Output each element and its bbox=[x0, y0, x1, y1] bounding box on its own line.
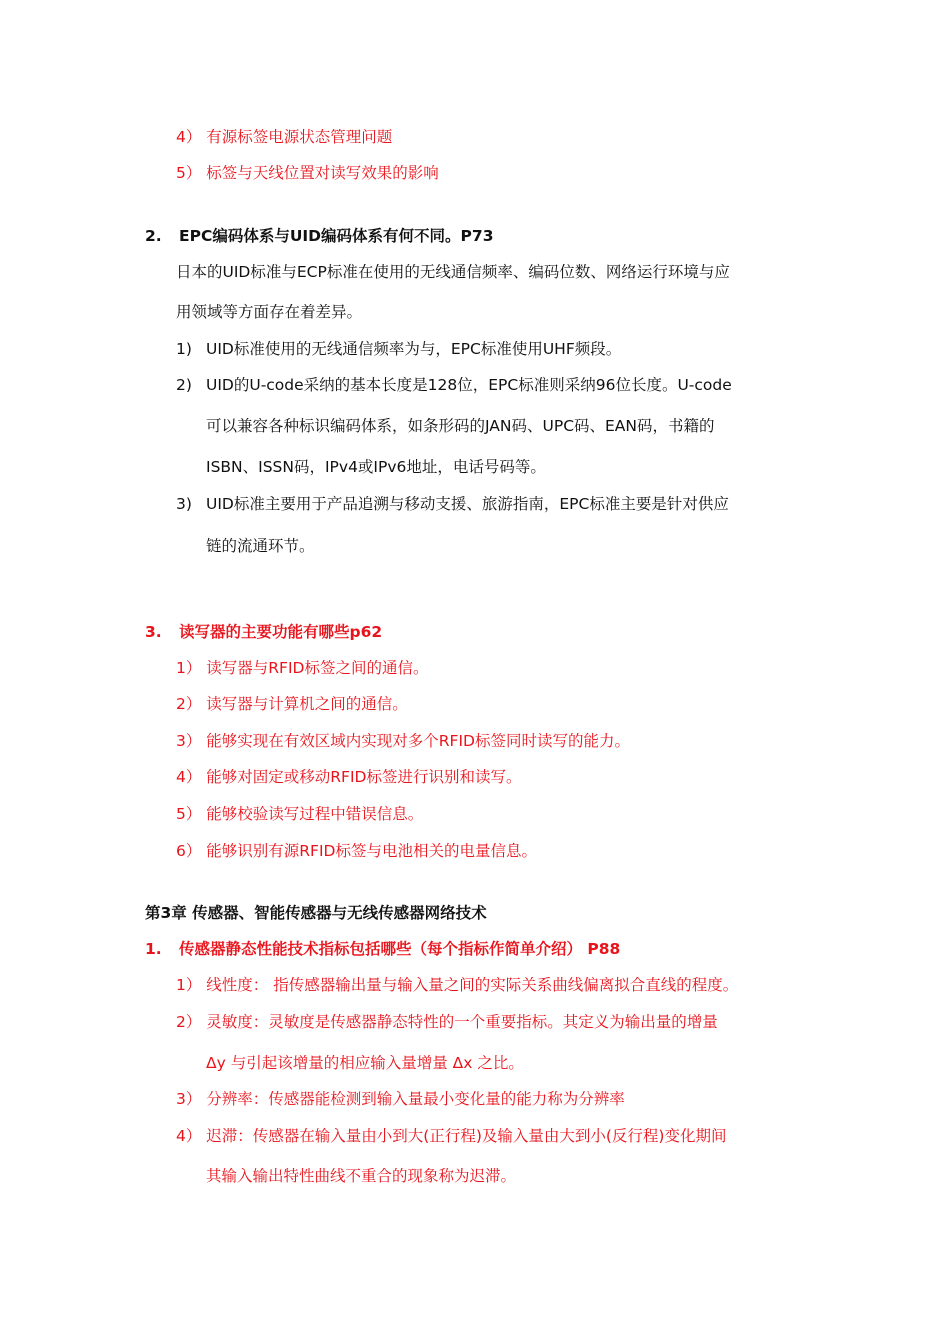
chapter-title: 第3章 传感器、智能传感器与无线传感器网络技术 bbox=[145, 904, 487, 922]
list-item: 2） 读写器与计算机之间的通信。 bbox=[176, 695, 408, 713]
question-heading bbox=[145, 622, 382, 642]
list-item-continuation: Δy 与引起该增量的相应输入量增量 Δx 之比。 bbox=[206, 1054, 524, 1072]
question-number: 2. bbox=[145, 227, 162, 245]
question-number: 3. bbox=[145, 623, 162, 641]
list-item-continuation: 链的流通环节。 bbox=[206, 537, 315, 555]
item-number: 3) bbox=[176, 495, 192, 513]
list-item-continuation: 其输入输出特性曲线不重合的现象称为迟滞。 bbox=[206, 1167, 517, 1185]
list-item bbox=[176, 375, 732, 395]
paragraph-line: 日本的UID标准与ECP标准在使用的无线通信频率、编码位数、网络运行环境与应 bbox=[176, 263, 730, 281]
list-item: 3） 能够实现在有效区域内实现对多个RFID标签同时读写的能力。 bbox=[176, 732, 630, 750]
question-number: 1. bbox=[145, 940, 162, 958]
question-title: 传感器静态性能技术指标包括哪些（每个指标作简单介绍） P88 bbox=[179, 940, 621, 958]
list-item bbox=[176, 494, 729, 514]
item-number: 2) bbox=[176, 376, 192, 394]
question-heading bbox=[145, 226, 493, 246]
paragraph-line: 用领域等方面存在着差异。 bbox=[176, 303, 363, 321]
list-item: 4） 能够对固定或移动RFID标签进行识别和读写。 bbox=[176, 768, 522, 786]
list-item: 4） 迟滞：传感器在输入量由小到大(正行程)及输入量由大到小(反行程)变化期间 bbox=[176, 1127, 727, 1145]
item-number: 1) bbox=[176, 340, 192, 358]
list-item: 1） 线性度： 指传感器输出量与输入量之间的实际关系曲线偏离拟合直线的程度。 bbox=[176, 976, 739, 994]
list-item: 5） 标签与天线位置对读写效果的影响 bbox=[176, 164, 439, 182]
list-item: 3） 分辨率：传感器能检测到输入量最小变化量的能力称为分辨率 bbox=[176, 1090, 625, 1108]
list-item: 4） 有源标签电源状态管理问题 bbox=[176, 128, 393, 146]
question-title: 读写器的主要功能有哪些p62 bbox=[179, 623, 383, 641]
list-item bbox=[176, 339, 621, 359]
list-item: 6） 能够识别有源RFID标签与电池相关的电量信息。 bbox=[176, 842, 537, 860]
question-heading bbox=[145, 939, 620, 959]
list-item-continuation: 可以兼容各种标识编码体系，如条形码的JAN码、UPC码、EAN码，书籍的 bbox=[206, 417, 715, 435]
item-text: UID标准主要用于产品追溯与移动支援、旅游指南，EPC标准主要是针对供应 bbox=[206, 495, 729, 513]
list-item: 2） 灵敏度：灵敏度是传感器静态特性的一个重要指标。其定义为输出量的增量 bbox=[176, 1013, 718, 1031]
question-title: EPC编码体系与UID编码体系有何不同。P73 bbox=[179, 227, 494, 245]
list-item-continuation: ISBN、ISSN码，IPv4或IPv6地址，电话号码等。 bbox=[206, 458, 546, 476]
item-text: UID的U-code采纳的基本长度是128位，EPC标准则采纳96位长度。U-code bbox=[206, 376, 732, 394]
item-text: UID标准使用的无线通信频率为与，EPC标准使用UHF频段。 bbox=[206, 340, 622, 358]
list-item: 1） 读写器与RFID标签之间的通信。 bbox=[176, 659, 429, 677]
list-item: 5） 能够校验读写过程中错误信息。 bbox=[176, 805, 424, 823]
